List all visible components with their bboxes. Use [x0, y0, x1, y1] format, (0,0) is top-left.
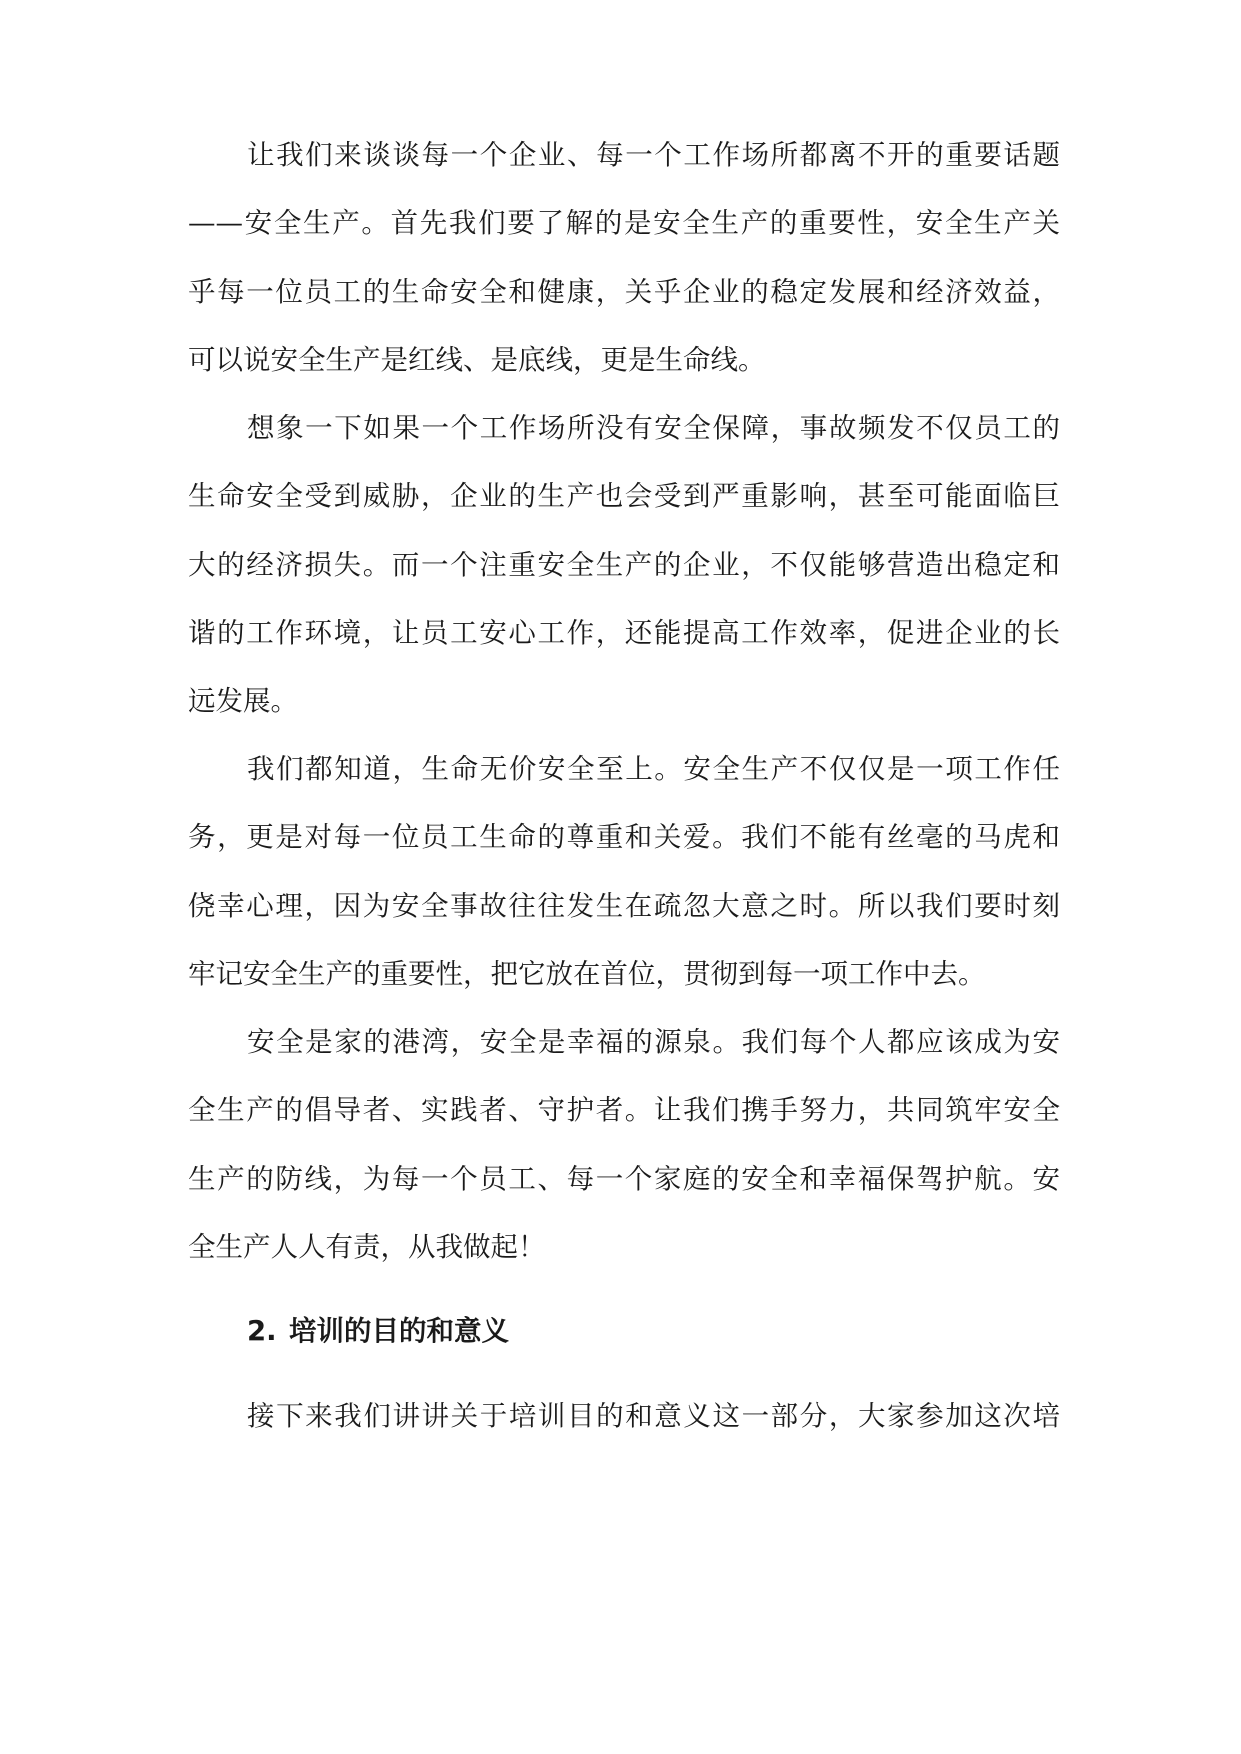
section-heading — [247, 1309, 847, 1353]
paragraph-1-line-2: ——安全生产。首先我们要了解的是安全生产的重要性，安全生产关 — [188, 207, 1060, 239]
paragraph-4-line-3: 生产的防线，为每一个员工、每一个家庭的安全和幸福保驾护航。安 — [188, 1163, 1060, 1195]
paragraph-4-line-2: 全生产的倡导者、实践者、守护者。让我们携手努力，共同筑牢安全 — [188, 1094, 1060, 1126]
paragraph-3-line-1: 我们都知道，生命无价安全至上。安全生产不仅仅是一项工作任 — [247, 753, 1060, 785]
paragraph-2-line-1: 想象一下如果一个工作场所没有安全保障，事故频发不仅员工的 — [247, 412, 1060, 444]
paragraph-3-line-2: 务，更是对每一位员工生命的尊重和关爱。我们不能有丝毫的马虎和 — [188, 821, 1060, 853]
paragraph-2-line-3: 大的经济损失。而一个注重安全生产的企业，不仅能够营造出稳定和 — [188, 549, 1060, 581]
paragraph-2-line-5: 远发展。 — [188, 685, 298, 717]
paragraph-1-line-3: 乎每一位员工的生命安全和健康，关乎企业的稳定发展和经济效益， — [188, 276, 1060, 308]
section-title: 培训的目的和意义 — [289, 1315, 509, 1347]
paragraph-3-line-4: 牢记安全生产的重要性，把它放在首位，贯彻到每一项工作中去。 — [188, 958, 986, 990]
paragraph-4-line-4: 全生产人人有责，从我做起！ — [188, 1231, 546, 1263]
section-number: 2. — [247, 1315, 277, 1347]
paragraph-2-line-2: 生命安全受到威胁，企业的生产也会受到严重影响，甚至可能面临巨 — [188, 480, 1060, 512]
paragraph-5-line-1: 接下来我们讲讲关于培训目的和意义这一部分，大家参加这次培 — [247, 1400, 1060, 1432]
paragraph-1-line-4: 可以说安全生产是红线、是底线，更是生命线。 — [188, 344, 766, 376]
paragraph-4-line-1: 安全是家的港湾，安全是幸福的源泉。我们每个人都应该成为安 — [247, 1026, 1060, 1058]
paragraph-2-line-4: 谐的工作环境，让员工安心工作，还能提高工作效率，促进企业的长 — [188, 617, 1060, 649]
paragraph-3-line-3: 侥幸心理，因为安全事故往往发生在疏忽大意之时。所以我们要时刻 — [188, 890, 1060, 922]
paragraph-1-line-1: 让我们来谈谈每一个企业、每一个工作场所都离不开的重要话题 — [247, 139, 1060, 171]
